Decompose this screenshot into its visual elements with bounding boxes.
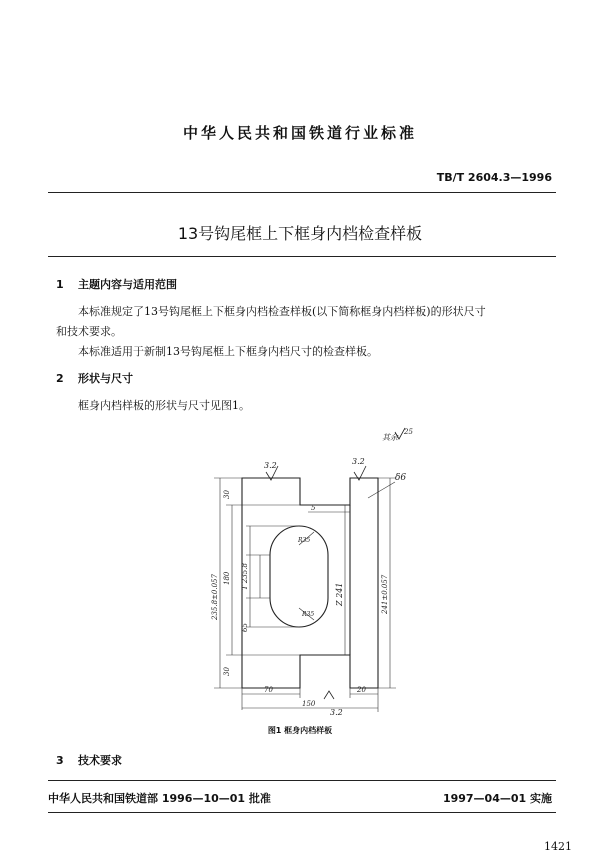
- section-2-heading: [56, 370, 133, 386]
- footer-divider-top: [48, 780, 556, 781]
- section-1-heading: [56, 276, 177, 292]
- dim-241: 241±0.057: [381, 574, 389, 614]
- document-title: 13号钩尾框上下框身内档检查样板: [177, 224, 423, 243]
- roughness-other-note: 其余: [382, 433, 398, 442]
- roughness-label-bottom: 3.2: [330, 708, 343, 717]
- section-2-paragraph-1: 框身内档样板的形状与尺寸见图1。: [78, 399, 250, 412]
- dim-20: 20: [357, 686, 366, 694]
- page-number: 1421: [544, 840, 572, 853]
- dim-65: 65: [241, 623, 249, 632]
- dim-180: 180: [223, 571, 231, 585]
- approval-line: 中华人民共和国铁道部 1996—10—01 批准: [48, 792, 271, 805]
- dim-r35-bottom: R35: [302, 611, 315, 618]
- dim-235-8: 235.8±0.057: [211, 574, 219, 620]
- effective-date: 1997—04—01 实施: [442, 792, 552, 805]
- section-1-paragraph-2: 本标准适用于新制13号钩尾框上下框身内档尺寸的检查样板。: [78, 345, 378, 358]
- section-title: 技术要求: [78, 754, 122, 767]
- dim-30-bottom: 30: [223, 667, 231, 676]
- dim-150: 150: [302, 700, 316, 708]
- roughness-label-other: 25: [404, 428, 413, 436]
- section-title: 形状与尺寸: [78, 372, 133, 385]
- roughness-symbol-bottom: [324, 691, 334, 699]
- section-3-heading: [56, 752, 122, 768]
- dim-30-top: 30: [223, 490, 231, 499]
- section-number: 2: [56, 372, 64, 385]
- dim-r35-top: R35: [298, 537, 311, 544]
- dim-t235-8: T 235.8: [241, 563, 249, 590]
- dim-5: 5: [311, 504, 316, 512]
- section-1-paragraph-1-cont: 和技术要求。: [56, 325, 122, 338]
- dim-z241: Z 241: [335, 582, 344, 606]
- title-divider: [48, 256, 556, 257]
- standard-number: TB/T 2604.3—1996: [436, 171, 552, 184]
- section-1-paragraph-1: 本标准规定了13号钩尾框上下框身内档检查样板(以下简称框身内档样板)的形状尺寸: [78, 305, 486, 318]
- plate-outline: [242, 478, 378, 688]
- roughness-label-top-left: 3.2: [264, 461, 277, 470]
- header-divider: [48, 192, 556, 193]
- section-title: 主题内容与适用范围: [78, 278, 177, 291]
- dim-70: 70: [264, 686, 273, 694]
- template-drawing: [190, 420, 420, 720]
- roughness-label-top-right: 3.2: [352, 457, 365, 466]
- section-number: 3: [56, 754, 64, 767]
- org-title: 中华人民共和国铁道行业标准: [182, 124, 417, 142]
- figure-caption: 图1 框身内档样板: [267, 726, 333, 735]
- section-number: 1: [56, 278, 64, 291]
- plate-thickness-label: δ6: [395, 473, 407, 483]
- footer-divider-bottom: [48, 812, 556, 813]
